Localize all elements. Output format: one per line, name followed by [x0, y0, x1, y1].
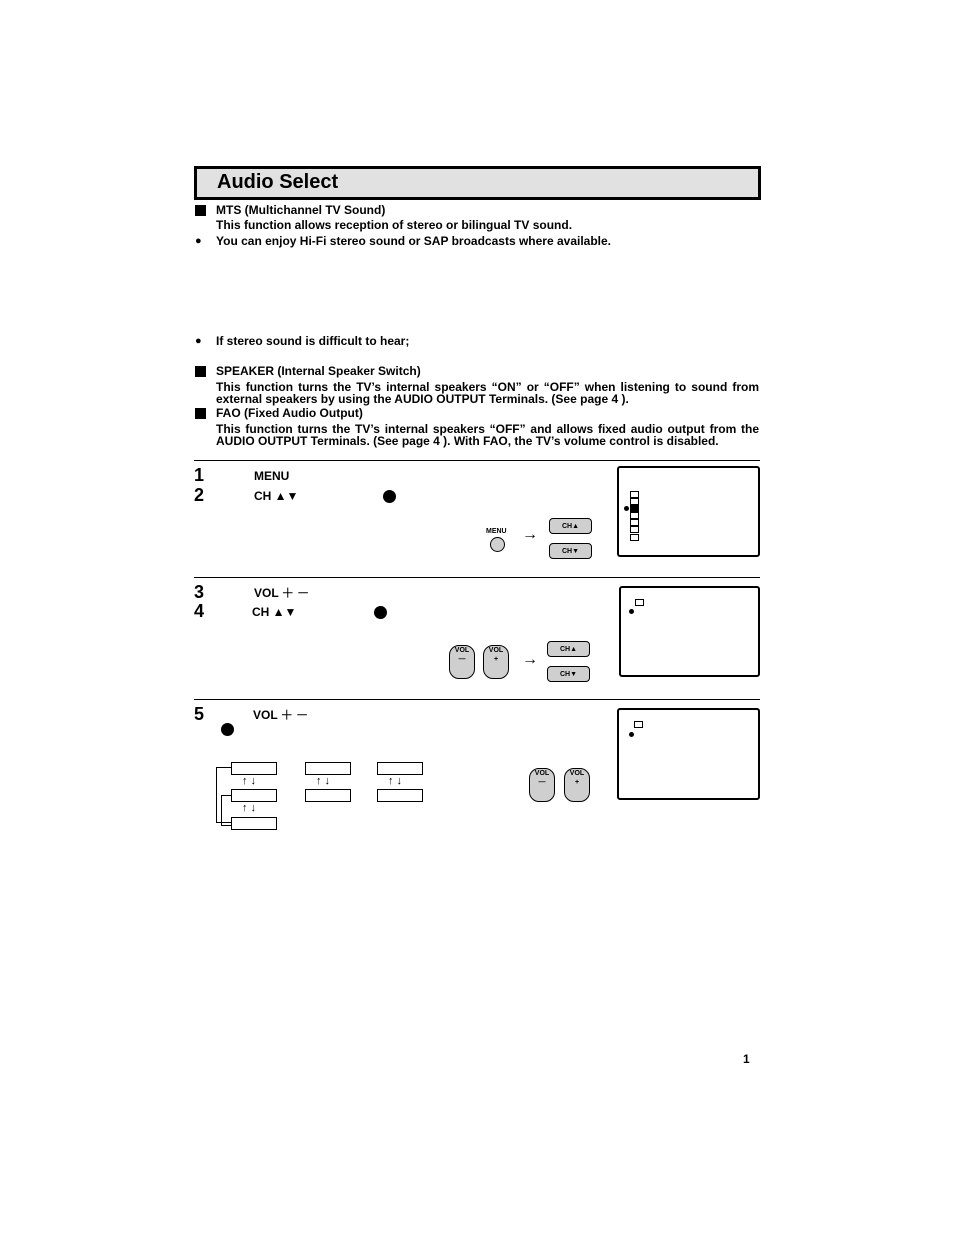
- speaker-line-2: external speakers by using the AUDIO OUTPUT Terminals. (See page 4 ).: [216, 392, 629, 406]
- round-bullet-icon: ●: [195, 335, 202, 347]
- menu-item-icon: [630, 526, 639, 533]
- step-number: 4: [194, 601, 205, 621]
- fao-heading: FAO (Fixed Audio Output): [216, 406, 363, 420]
- minus-icon: —: [538, 779, 546, 786]
- vol-plus-button[interactable]: [564, 768, 590, 802]
- square-bullet-icon: [195, 205, 206, 216]
- circle-marker-icon: [374, 606, 387, 619]
- up-down-arrows-icon: ↑ ↓: [242, 775, 257, 787]
- up-down-arrows-icon: ↑ ↓: [388, 775, 403, 787]
- vol-minus-button[interactable]: [529, 768, 555, 802]
- menu-button[interactable]: [490, 537, 505, 552]
- step-label: VOL ＋ －: [253, 708, 309, 722]
- vol-label: VOL: [534, 770, 550, 777]
- cursor-dot-icon: [629, 732, 634, 737]
- vol-label: VOL: [569, 770, 585, 777]
- circle-marker-icon: [221, 723, 234, 736]
- vol-label: VOL: [488, 647, 504, 654]
- up-down-arrows-icon: ↑ ↓: [242, 802, 257, 814]
- arrow-right-icon: →: [522, 651, 538, 668]
- page-number: 1: [743, 1052, 750, 1066]
- menu-item-icon: [630, 534, 639, 541]
- speaker-line-1: This function turns the TV’s internal speakers “ON” or “OFF” when listening to sound from: [216, 380, 759, 394]
- round-bullet-icon: ●: [195, 235, 202, 247]
- minus-icon: —: [458, 656, 466, 663]
- option-box: [231, 817, 277, 830]
- divider: [194, 699, 760, 700]
- square-bullet-icon: [195, 408, 206, 419]
- fao-line-2: AUDIO OUTPUT Terminals. (See page 4 ). With FAO, the TV’s volume control is disabled.: [216, 434, 719, 448]
- option-box: [377, 789, 423, 802]
- step-label: CH ▲▼: [252, 605, 297, 619]
- mts-bullet-2: If stereo sound is difficult to hear;: [216, 334, 410, 348]
- connector-line: [216, 767, 231, 768]
- menu-item-icon: [630, 519, 639, 526]
- step-label: CH ▲▼: [254, 489, 299, 503]
- step-number: 3: [194, 582, 205, 602]
- divider: [194, 460, 760, 461]
- step-label: MENU: [254, 469, 290, 483]
- connector-line: [221, 795, 222, 825]
- square-bullet-icon: [195, 366, 206, 377]
- ch-up-button[interactable]: CH▲: [547, 641, 590, 657]
- cursor-dot-icon: [624, 506, 629, 511]
- plus-icon: +: [493, 656, 499, 663]
- connector-line: [221, 795, 231, 796]
- section-title-box: [194, 166, 761, 200]
- step-number: 2: [194, 485, 205, 505]
- ch-down-button[interactable]: CH▼: [547, 666, 590, 682]
- menu-item-icon: [630, 512, 639, 519]
- mts-heading: MTS (Multichannel TV Sound): [216, 203, 386, 217]
- ch-up-button[interactable]: CH▲: [549, 518, 592, 534]
- step-number: 5: [194, 704, 205, 724]
- option-box: [305, 789, 351, 802]
- menu-item-icon: [635, 599, 644, 606]
- menu-button-label: MENU: [486, 528, 507, 535]
- divider: [194, 577, 760, 578]
- circle-marker-icon: [383, 490, 396, 503]
- mts-description: This function allows reception of stereo or bilingual TV sound.: [216, 218, 573, 232]
- menu-item-icon: [630, 498, 639, 505]
- cursor-dot-icon: [629, 609, 634, 614]
- menu-item-icon: [630, 491, 639, 498]
- vol-plus-button[interactable]: [483, 645, 509, 679]
- step-label: VOL ＋ －: [254, 586, 310, 600]
- fao-line-1: This function turns the TV’s internal speakers “OFF” and allows fixed audio output from the: [216, 422, 759, 436]
- up-down-arrows-icon: ↑ ↓: [316, 775, 331, 787]
- ch-down-button[interactable]: CH▼: [549, 543, 592, 559]
- option-box: [231, 789, 277, 802]
- option-box: [305, 762, 351, 775]
- page-title: Audio Select: [217, 171, 339, 193]
- vol-label: VOL: [454, 647, 470, 654]
- menu-item-selected-icon: [630, 505, 639, 512]
- option-box: [231, 762, 277, 775]
- vol-minus-button[interactable]: [449, 645, 475, 679]
- speaker-heading: SPEAKER (Internal Speaker Switch): [216, 364, 421, 378]
- connector-line: [216, 822, 231, 823]
- step-number: 1: [194, 465, 205, 485]
- option-box: [377, 762, 423, 775]
- connector-line: [216, 767, 217, 823]
- menu-item-icon: [634, 721, 643, 728]
- mts-bullet-1: You can enjoy Hi-Fi stereo sound or SAP broadcasts where available.: [216, 234, 612, 248]
- plus-icon: +: [574, 779, 580, 786]
- connector-line: [221, 825, 231, 826]
- arrow-right-icon: →: [522, 526, 538, 543]
